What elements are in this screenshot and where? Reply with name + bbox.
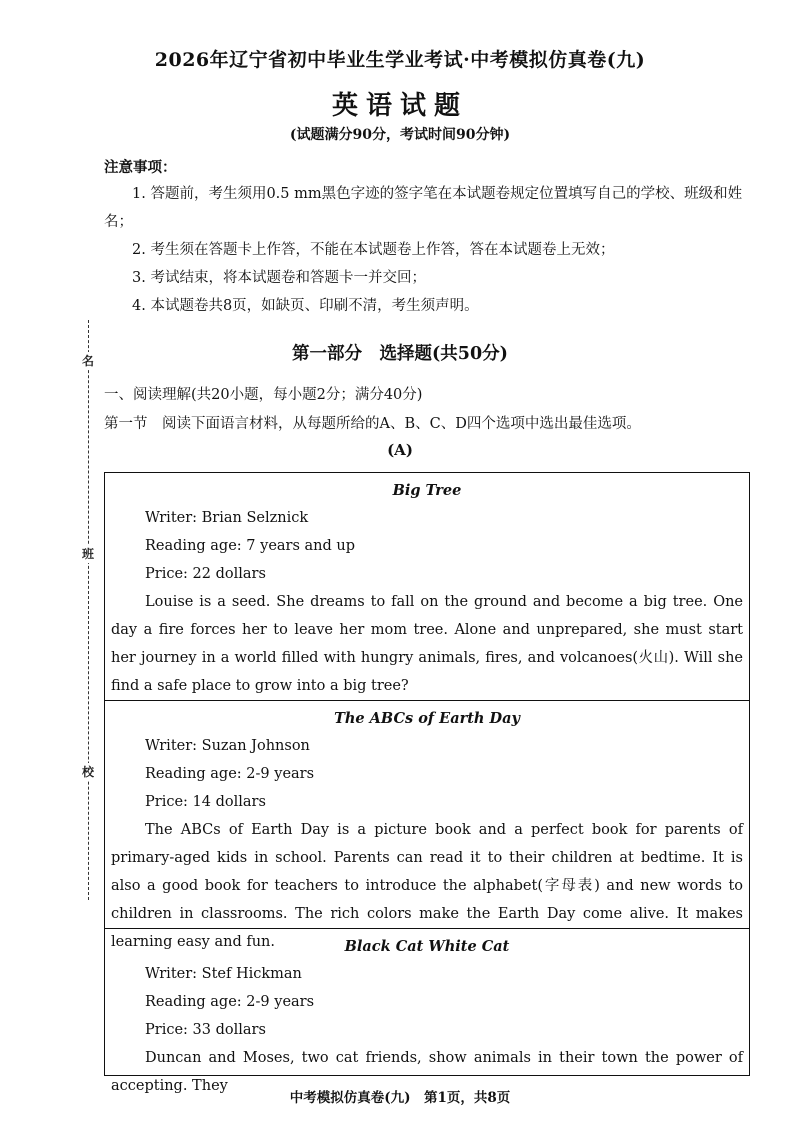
passage-label: (A) bbox=[387, 441, 413, 459]
section-heading: 一、阅读理解(共20小题，每小题2分；满分40分) bbox=[104, 387, 423, 403]
notice-item-3: 3. 考试结束，将本试题卷和答题卡一并交回； bbox=[132, 270, 426, 286]
book-title: The ABCs of Earth Day bbox=[334, 710, 520, 727]
book-description: Louise is a seed. She dreams to fall on the ground and become a big tree. One day a fire forces her to leave her mom tree. Alone and unprepared, she must start her journey in a world filled with hungry animals, fires, and volcanoes(火山). Will she find a safe place to grow into a big tree? bbox=[111, 594, 743, 694]
notice-item-1: 1. 答题前，考生须用0.5 mm黑色字迹的签字笔在本试题卷规定位置填写自己的学校、班级和姓名； bbox=[104, 186, 743, 230]
binding-mark-class: 班 bbox=[79, 545, 97, 563]
book-card bbox=[104, 472, 750, 701]
section-instruction: 第一节 阅读下面语言材料，从每题所给的A、B、C、D四个选项中选出最佳选项。 bbox=[104, 416, 641, 432]
notice-item-2: 2. 考生须在答题卡上作答，不能在本试题卷上作答，答在本试题卷上无效； bbox=[132, 242, 615, 258]
book-writer: Writer: Suzan Johnson bbox=[145, 738, 310, 754]
book-price: Price: 33 dollars bbox=[145, 1022, 266, 1038]
book-title: Big Tree bbox=[392, 482, 462, 499]
book-writer: Writer: Brian Selznick bbox=[145, 510, 309, 526]
book-title: Black Cat White Cat bbox=[344, 938, 510, 955]
notice-item-4: 4. 本试题卷共8页，如缺页、印刷不清，考生须声明。 bbox=[132, 298, 479, 314]
binding-cut-line bbox=[88, 320, 89, 900]
book-reading-age: Reading age: 2-9 years bbox=[145, 994, 315, 1010]
exam-info: (试题满分90分，考试时间90分钟) bbox=[289, 127, 511, 143]
notice-heading: 注意事项： bbox=[104, 159, 177, 176]
binding-mark-name: 名 bbox=[79, 352, 97, 370]
book-description: The ABCs of Earth Day is a picture book and a perfect book for parents of primary-aged kids in school. Parents can read it to their children at bedtime. It is also a good book for teachers to introduce the alphabet(字母表) and new words to children in classrooms. The rich colors make the Earth Day come alive. It makes learning easy and fun. bbox=[111, 822, 743, 950]
book-price: Price: 14 dollars bbox=[145, 794, 266, 810]
page-title: 2026年辽宁省初中毕业生学业考试·中考模拟仿真卷(九) bbox=[154, 49, 646, 71]
binding-mark-school: 校 bbox=[79, 763, 97, 781]
subject-title: 英语试题 bbox=[331, 91, 468, 121]
book-reading-age: Reading age: 7 years and up bbox=[145, 538, 356, 554]
page-footer: 中考模拟仿真卷(九) 第1页，共8页 bbox=[289, 1090, 511, 1106]
book-card bbox=[104, 928, 750, 1094]
book-description: Duncan and Moses, two cat friends, show animals in their town the power of accepting. They bbox=[111, 1050, 743, 1094]
book-writer: Writer: Stef Hickman bbox=[145, 966, 302, 982]
book-price: Price: 22 dollars bbox=[145, 566, 266, 582]
book-reading-age: Reading age: 2-9 years bbox=[145, 766, 315, 782]
part-one-title: 第一部分 选择题(共50分) bbox=[292, 344, 508, 364]
